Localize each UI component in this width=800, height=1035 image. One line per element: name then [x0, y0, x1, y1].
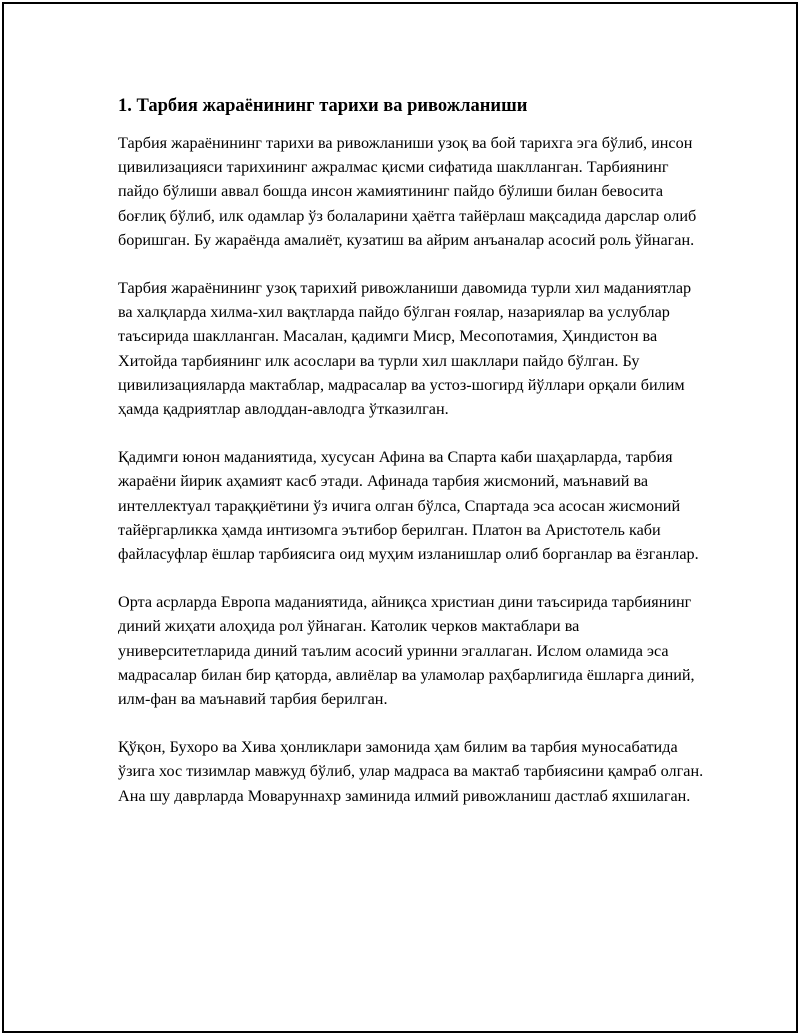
section-heading: 1. Тарбия жараёнининг тарихи ва ривожланиши — [118, 96, 528, 116]
document-body — [118, 93, 708, 832]
paragraph-4: Орта асрларда Европа маданиятида, айниқса христиан дини таъсирида тарбиянинг диний жиҳати алоҳида рол ўйнаган. Католик черков мактаблари ва университетларида диний таълим асосий уринни эгаллаган. Ислом оламида эса мадрасалар билан бир қаторда, авлиёлар ва уламолар раҳбарлигида ёшларга диний, илм-фан ва маънавий тарбия берилган. — [118, 593, 695, 709]
paragraph-5: Қўқон, Бухоро ва Хива ҳонликлари замонида ҳам билим ва тарбия муносабатида ўзига хос тизимлар мавжуд бўлиб, улар мадраса ва мактаб тарбиясини қамраб олган. Ана шу даврларда Моваруннахр заминида илмий ривожланиш дастлаб яхшилаган. — [118, 738, 704, 805]
paragraph-1: Тарбия жараёнининг тарихи ва ривожланиши узоқ ва бой тарихга эга бўлиб, инсон цивилизацияси тарихининг ажралмас қисми сифатида шаклланган. Тарбиянинг пайдо бўлиши аввал бошда инсон жамиятининг пайдо бўлиши билан бевосита боғлиқ бўлиб, илк одамлар ўз болаларини ҳаётга тайёрлаш мақсадида дарслар олиб боришган. Бу жараёнда амалиёт, кузатиш ва айрим анъаналар асосий роль ўйнаган. — [118, 134, 697, 249]
paragraph-2: Тарбия жараёнининг узоқ тарихий ривожланиши давомида турли хил маданиятлар ва халқларда хилма-хил вақтларда пайдо бўлган ғоялар, назариялар ва услублар таъсирида шаклланган. Масалан, қадимги Миср, Месопотамия, Ҳиндистон ва Хитойда тарбиянинг илк асослари ва турли хил шакллари пайдо бўлган. Бу цивилизацияларда мактаблар, мадрасалар ва устоз-шогирд йўллари орқали билим ҳамда қадриятлар авлоддан-авлодга ўтказилган. — [118, 279, 692, 419]
paragraph-3: Қадимги юнон маданиятида, хусусан Афина ва Спарта каби шаҳарларда, тарбия жараёни йирик аҳамият касб этади. Афинада тарбия жисмоний, маънавий ва интеллектуал тараққиётини ўз ичига олган бўлса, Спартада эса асосан жисмоний тайёргарликка ҳамда интизомга эътибор берилган. Платон ва Аристотель каби файласуфлар ёшлар тарбиясига оид муҳим изланишлар олиб борганлар ва ёзганлар. — [118, 448, 699, 564]
